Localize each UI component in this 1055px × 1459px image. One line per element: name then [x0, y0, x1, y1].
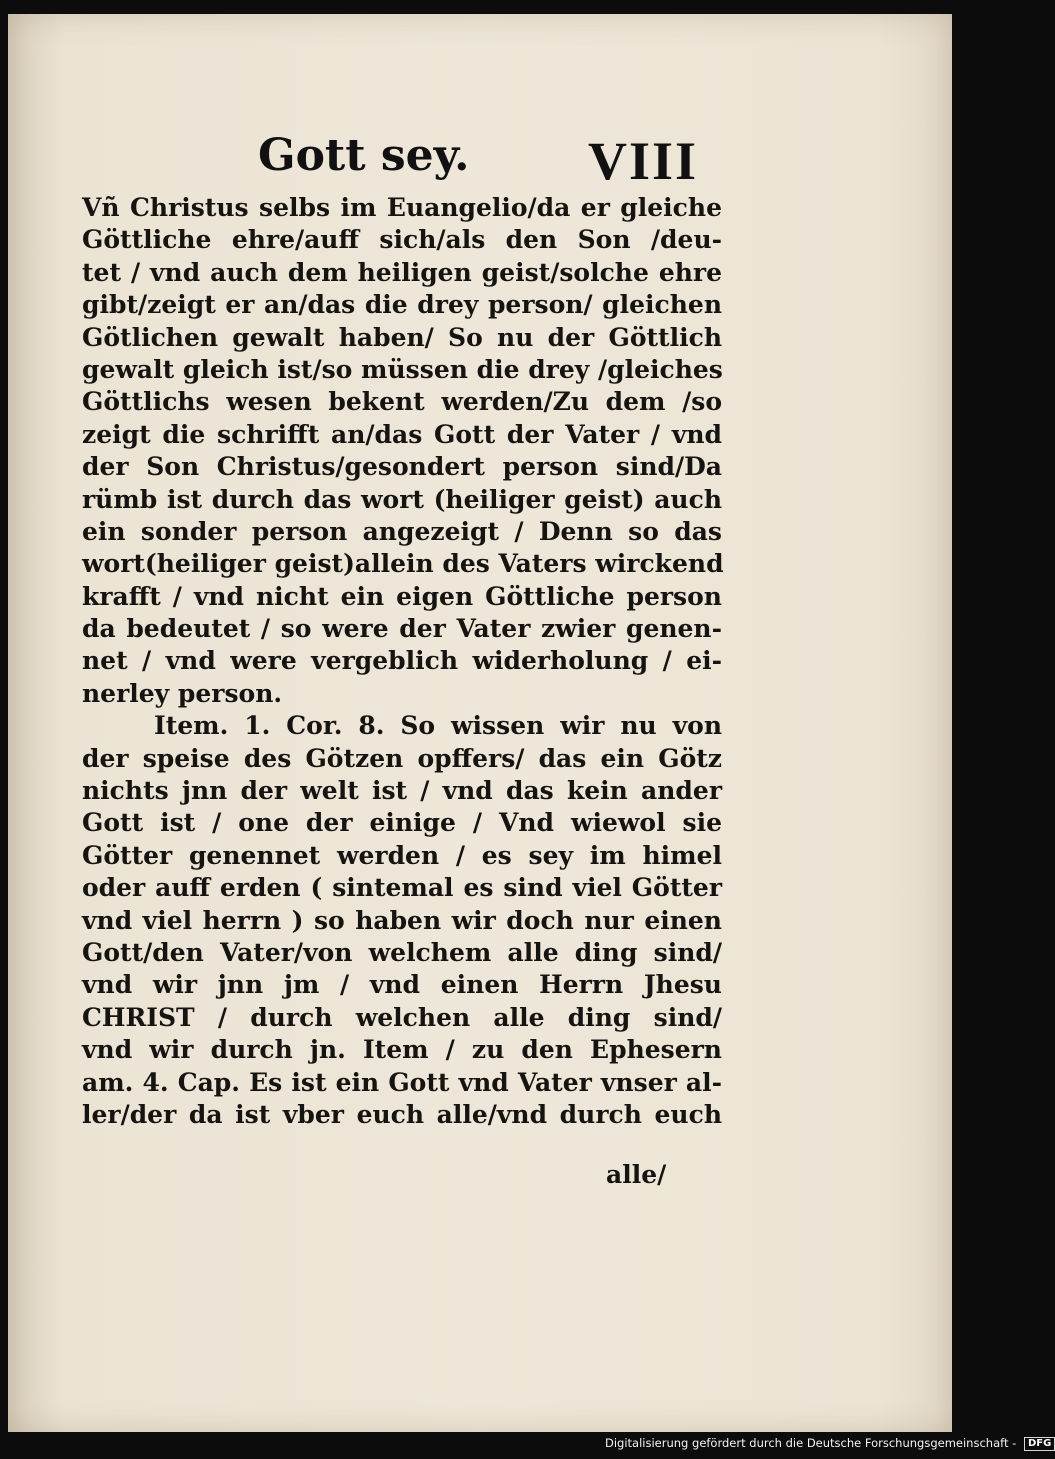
text-line: krafft / vnd nicht ein eigen Göttliche person — [82, 581, 722, 611]
text-line: nichts jnn der welt ist / vnd das kein ander — [82, 776, 722, 806]
text-line: da bedeutet / so were der Vater zwier genen- — [82, 614, 722, 644]
text-line: oder auff erden ( sintemal es sind viel Götter — [82, 873, 722, 903]
text-line: ler/der da ist vber euch alle/vnd durch euch — [82, 1099, 722, 1129]
text-line: vnd viel herrn ) so haben wir doch nur einen — [82, 905, 722, 935]
text-line: am. 4. Cap. Es ist ein Gott vnd Vater vnser al- — [82, 1067, 722, 1097]
text-line: Göttlichs wesen bekent werden/Zu dem /so — [82, 387, 722, 417]
dfg-logo-icon: DFG — [1024, 1437, 1055, 1451]
text-line: Göttliche ehre/auff sich/als den Son /deu- — [82, 225, 722, 255]
text-line: gewalt gleich ist/so müssen die drey /gleiches — [82, 354, 723, 384]
text-line: nerley person. — [82, 678, 283, 708]
body-text — [82, 192, 722, 1131]
text-line: Item. 1. Cor. 8. So wissen wir nu von — [154, 711, 722, 741]
running-header — [258, 124, 698, 194]
text-line: ein sonder person angezeigt / Denn so das — [82, 516, 722, 546]
text-line: gibt/zeigt er an/das die drey person/ gleichen — [82, 290, 722, 320]
text-line: Götter genennet werden / es sey im himel — [82, 840, 722, 870]
text-line: net / vnd were vergeblich widerholung / ei- — [82, 646, 722, 676]
funding-note: Digitalisierung gefördert durch die Deutsche Forschungsgemeinschaft - — [605, 1436, 1017, 1450]
text-line: Götlichen gewalt haben/ So nu der Göttlich — [82, 322, 722, 352]
catchword: alle/ — [606, 1160, 667, 1189]
text-line: der Son Christus/gesondert person sind/Da — [82, 452, 722, 482]
text-line: Gott/den Vater/von welchem alle ding sind/ — [82, 937, 722, 967]
text-line: vnd wir jnn jm / vnd einen Herrn Jhesu — [82, 970, 722, 1000]
funding-footer — [605, 1436, 1052, 1454]
running-title: Gott sey. — [258, 130, 470, 181]
book-page — [8, 14, 952, 1432]
text-line: zeigt die schrifft an/das Gott der Vater / vnd — [82, 419, 722, 449]
folio-number: VIII — [587, 131, 698, 191]
text-line: tet / vnd auch dem heiligen geist/solche ehre — [82, 257, 722, 287]
text-line: CHRIST / durch welchen alle ding sind/ — [82, 1002, 722, 1032]
text-line: der speise des Götzen opffers/ das ein Götz — [82, 743, 722, 773]
text-line: rümb ist durch das wort (heiliger geist) auch — [82, 484, 722, 514]
text-line: Gott ist / one der einige / Vnd wiewol sie — [82, 808, 722, 838]
text-line: wort(heiliger geist)allein des Vaters wirckend — [82, 549, 724, 579]
text-line: vnd wir durch jn. Item / zu den Ephesern — [82, 1035, 722, 1065]
text-line: Vñ Christus selbs im Euangelio/da er gleiche — [82, 193, 722, 222]
